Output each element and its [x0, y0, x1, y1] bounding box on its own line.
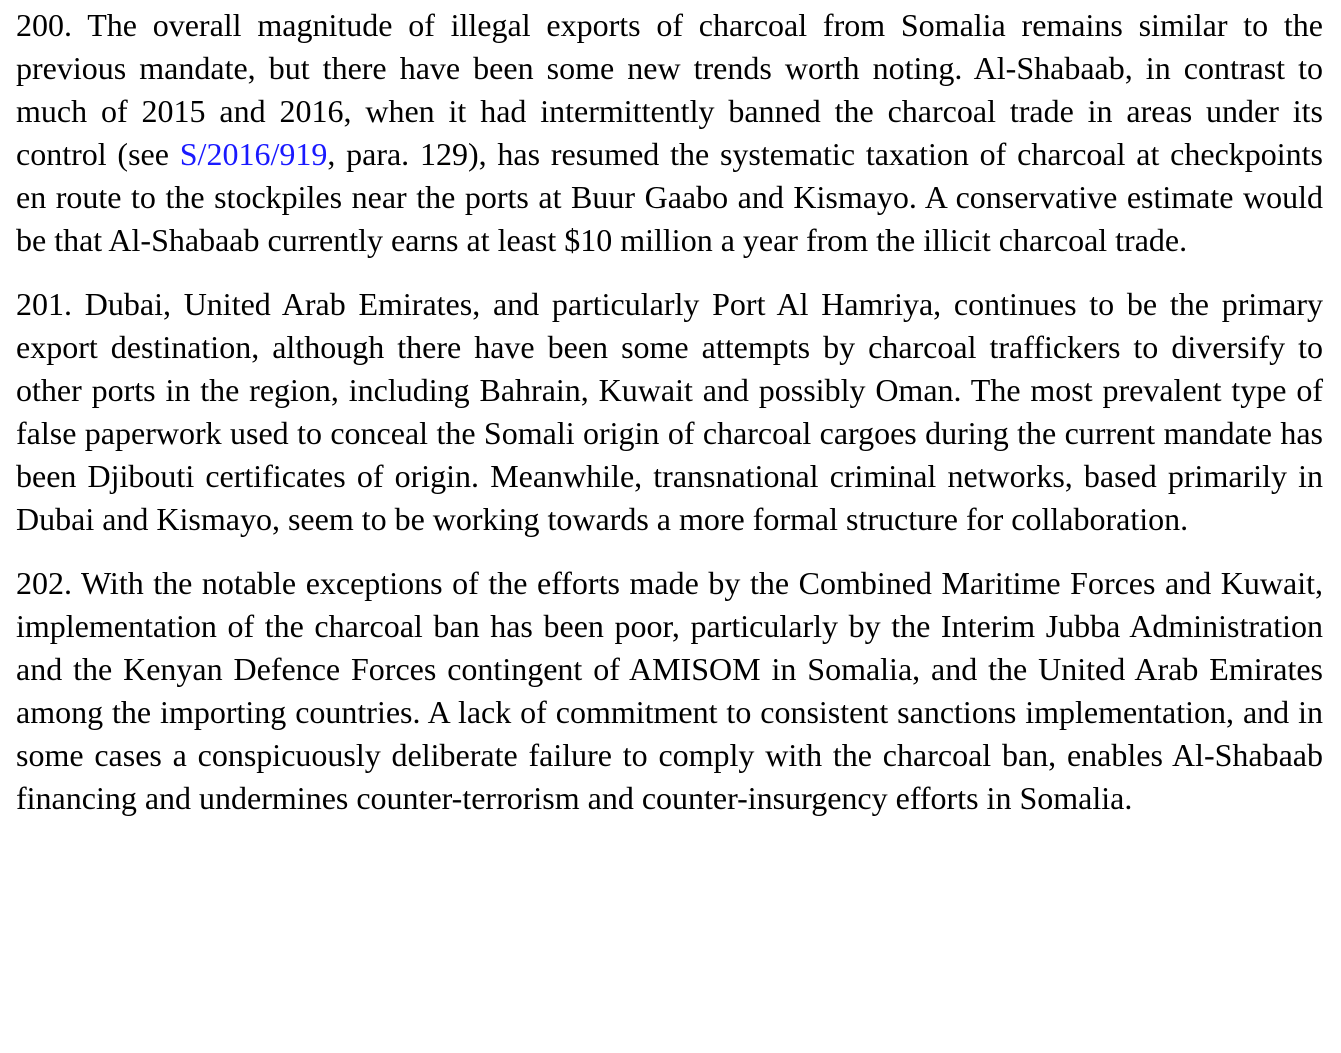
paragraph-number: 200. [16, 7, 72, 43]
document-reference-link[interactable]: S/2016/919 [179, 136, 328, 172]
paragraph-text: Dubai, United Arab Emirates, and particularly Port Al Hamriya, continues to be the primary export destination, although there have been some attempts by charcoal traffickers to diversify to other ports in the region, including Bahrain, Kuwait and possibly Oman. The most prevalent type of false paperwork used to conceal the Somali origin of charcoal cargoes during the current mandate has been Djibouti certificates of origin. Meanwhile, transnational criminal networks, based primarily in Dubai and Kismayo, seem to be working towards a more formal structure for collaboration. [16, 286, 1324, 537]
paragraph-text-continued: , para. 129), has resumed the systematic taxation of charcoal at checkpoints en route to the stockpiles near the ports at Buur Gaabo and Kismayo. A conservative estimate would be that Al-Shabaab currently earns at least $10 million a year from the illicit charcoal trade. [16, 136, 1324, 258]
paragraph-202 [16, 562, 1323, 820]
paragraph-text: With the notable exceptions of the efforts made by the Combined Maritime Forces and Kuwait, implementation of the charcoal ban has been poor, particularly by the Interim Jubba Administration and the Kenyan Defence Forces contingent of AMISOM in Somalia, and the United Arab Emirates among the importing countries. A lack of commitment to consistent sanctions implementation, and in some cases a conspicuously deliberate failure to comply with the charcoal ban, enables Al-Shabaab financing and undermines counter-terrorism and counter-insurgency efforts in Somalia. [16, 565, 1324, 816]
paragraph-number: 202. [16, 565, 72, 601]
paragraph-text: The overall magnitude of illegal exports of charcoal from Somalia remains similar to the previous mandate, but there have been some new trends worth noting. Al-Shabaab, in contrast to much of 2015 and 2016, when it had intermittently banned the charcoal trade in areas under its control (see [16, 7, 1324, 172]
paragraph-200 [16, 4, 1323, 262]
paragraph-201 [16, 283, 1323, 541]
paragraph-number: 201. [16, 286, 72, 322]
